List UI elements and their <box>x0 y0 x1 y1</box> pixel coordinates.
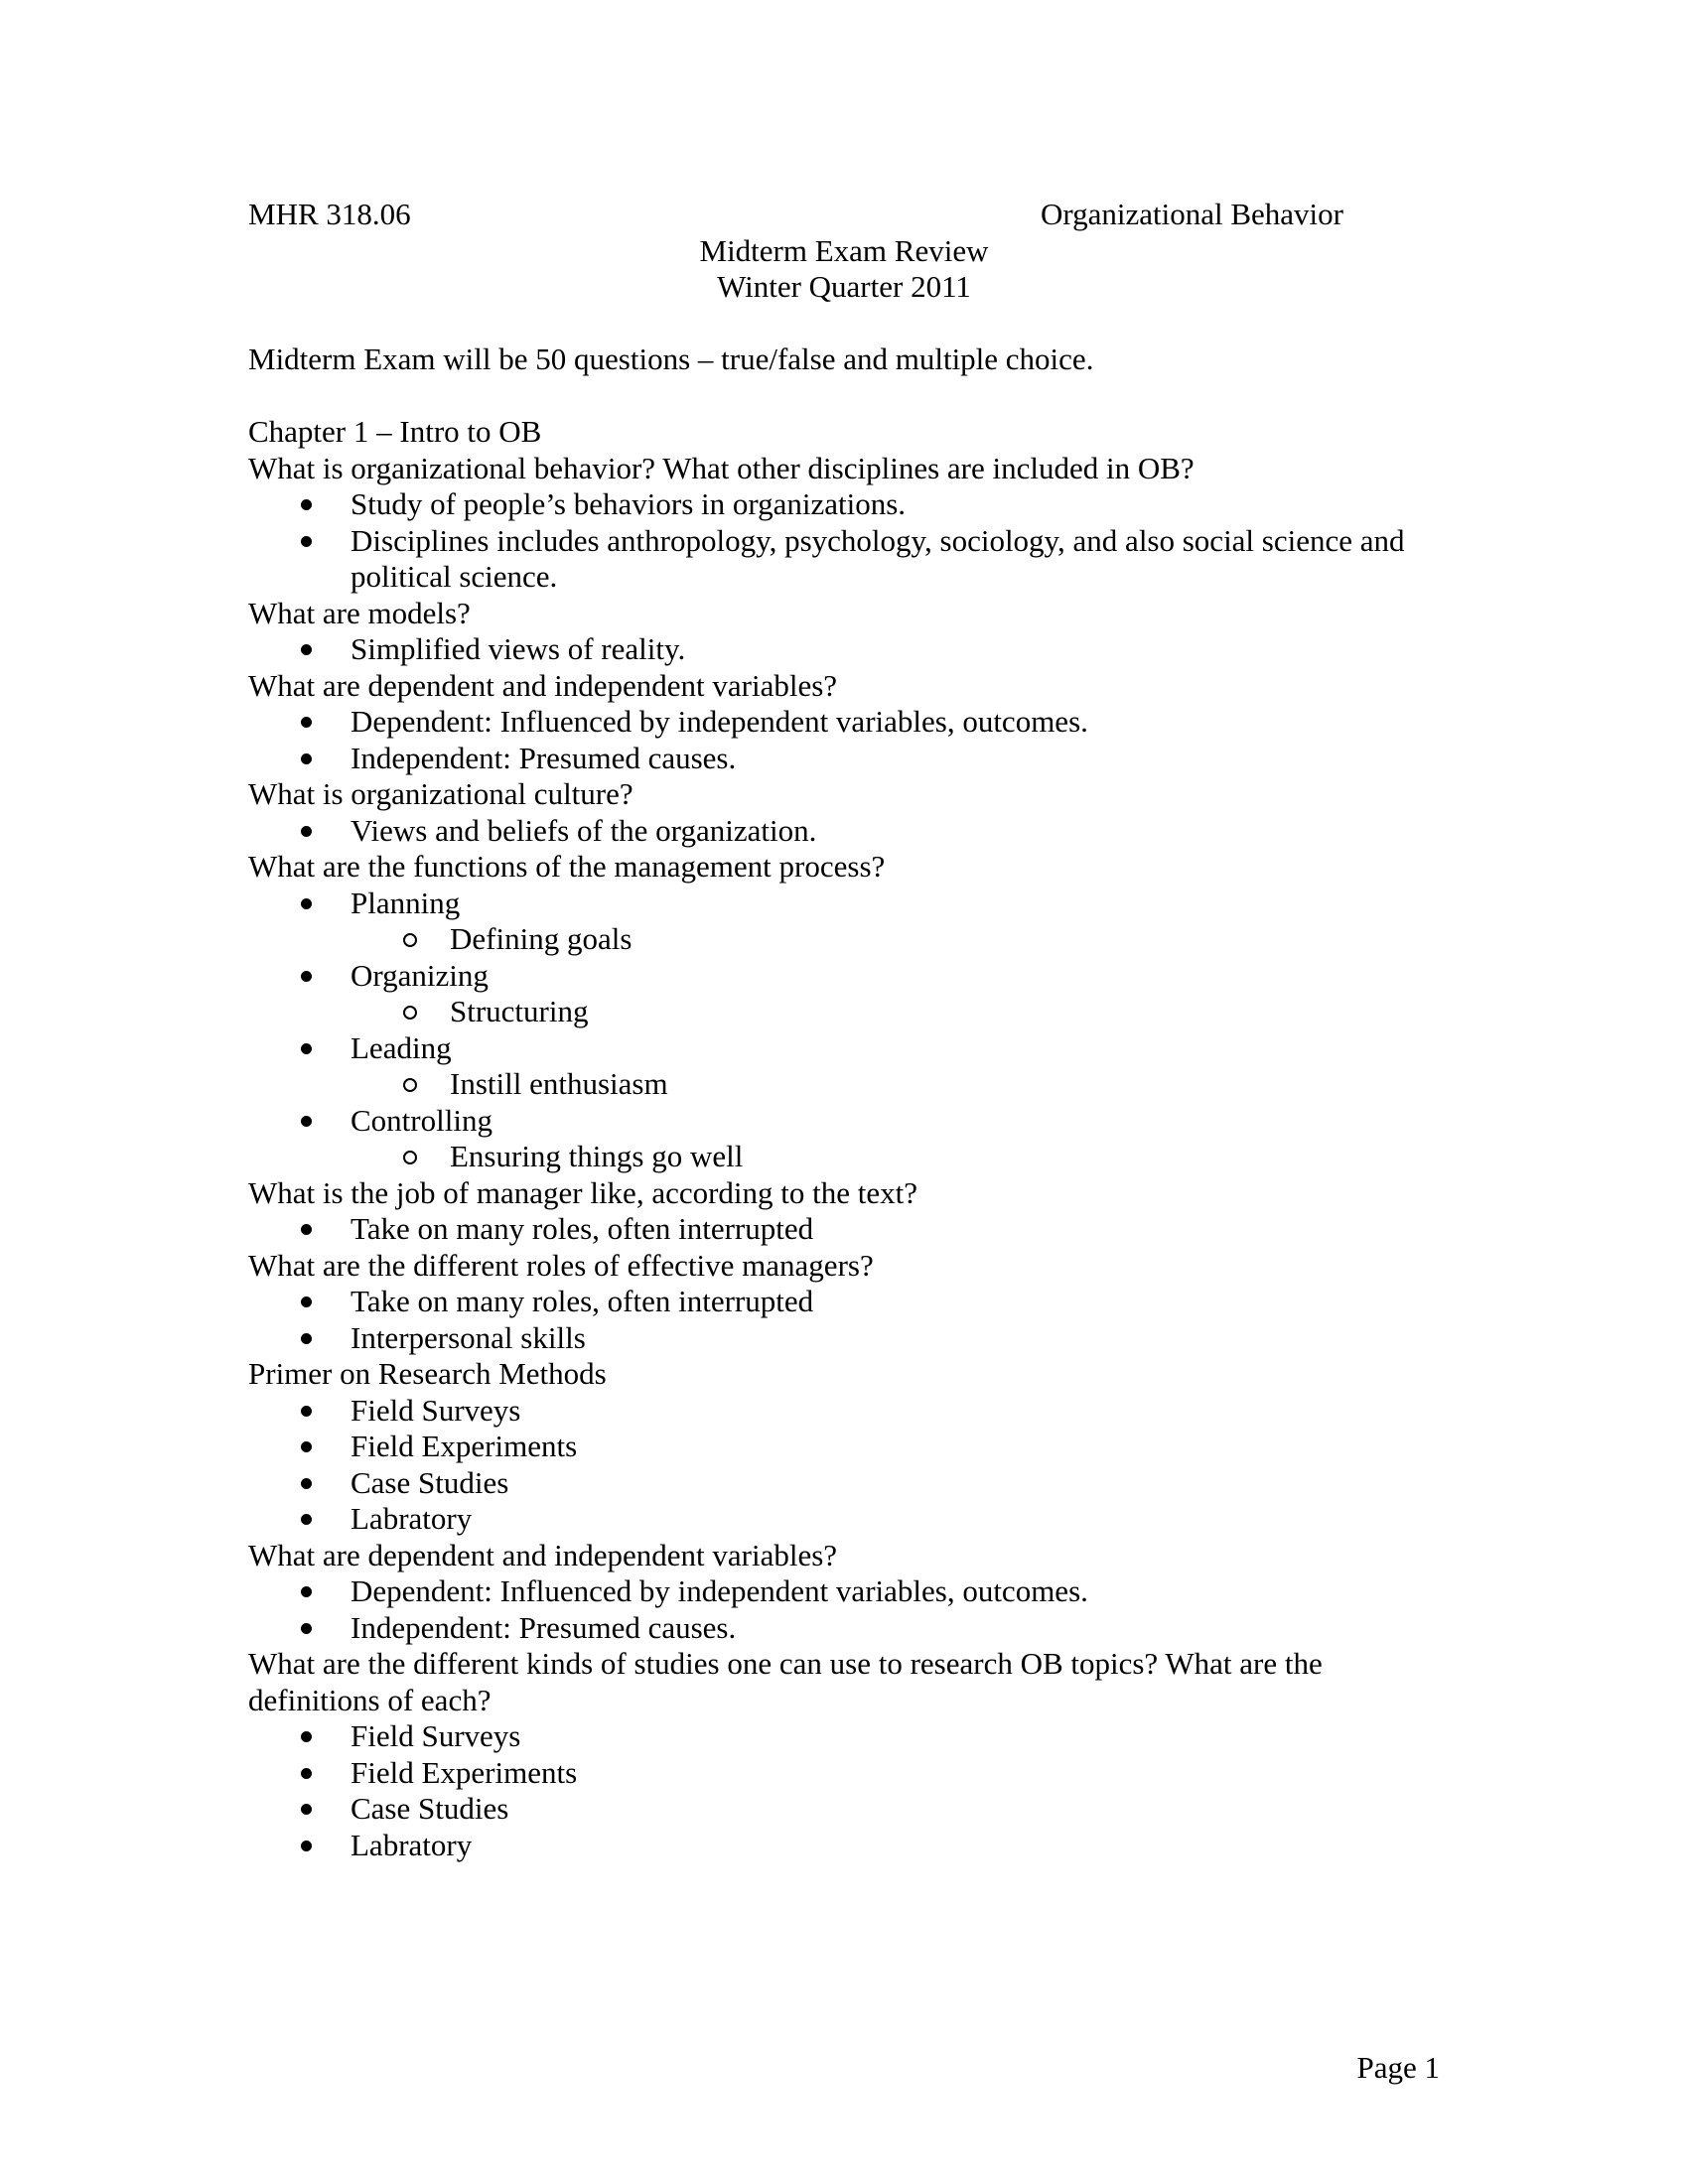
bullet-disc-icon <box>301 1478 312 1489</box>
line-text: Leading <box>351 1029 452 1065</box>
document-body <box>248 306 1440 1864</box>
line-text: What are the different roles of effective managers? <box>248 1247 874 1283</box>
bullet-disc-icon <box>301 1804 312 1815</box>
line-text: What is the job of manager like, according to the text? <box>248 1174 918 1210</box>
line-text: Ensuring things go well <box>450 1139 744 1173</box>
paragraph-line <box>248 849 1440 886</box>
bullet-disc-icon <box>301 753 312 764</box>
bullet-item <box>248 1284 1440 1320</box>
bullet-disc-icon <box>301 1441 312 1452</box>
bullet-disc-icon <box>301 1586 312 1597</box>
bullet-disc-icon <box>301 1297 312 1307</box>
paragraph-line <box>248 668 1440 705</box>
bullet-disc-icon <box>301 898 312 909</box>
line-text: Interpersonal skills <box>351 1319 586 1355</box>
paragraph-line <box>248 1646 1440 1718</box>
bullet-disc-icon <box>301 499 312 510</box>
line-text: Structuring <box>450 994 589 1028</box>
bullet-item <box>248 1501 1440 1538</box>
line-text: Planning <box>351 885 461 920</box>
bullet-disc-icon <box>301 1841 312 1851</box>
bullet-disc-icon <box>301 1768 312 1779</box>
bullet-item <box>248 523 1440 596</box>
bullet-item <box>248 1030 1440 1067</box>
document-title: Midterm Exam Review <box>699 232 989 268</box>
line-text: Field Experiments <box>351 1754 578 1790</box>
paragraph-line <box>248 596 1440 632</box>
paragraph-line <box>248 1175 1440 1212</box>
bullet-item <box>248 1828 1440 1864</box>
course-title: Organizational Behavior <box>1040 197 1343 231</box>
paragraph-line <box>248 414 1440 451</box>
bullet-disc-icon <box>301 644 312 655</box>
bullet-disc-icon <box>301 1116 312 1127</box>
line-text: Controlling <box>351 1102 492 1138</box>
bullet-disc-icon <box>301 1406 312 1417</box>
paragraph-line <box>248 1248 1440 1285</box>
line-text: Defining goals <box>450 921 633 956</box>
bullet-item <box>248 741 1440 777</box>
bullet-circle-icon <box>403 1151 417 1164</box>
line-text: Take on many roles, often interrupted <box>351 1211 814 1246</box>
bullet-item <box>248 1610 1440 1647</box>
line-text: Labratory <box>351 1501 473 1536</box>
bullet-item <box>248 1103 1440 1140</box>
sub-bullet-item <box>248 994 1440 1030</box>
line-text: What are dependent and independent variables? <box>248 667 838 703</box>
bullet-item <box>248 1573 1440 1610</box>
line-text: What is organizational behavior? What other disciplines are included in OB? <box>248 450 1195 485</box>
bullet-item <box>248 886 1440 922</box>
paragraph-line <box>248 451 1440 487</box>
bullet-circle-icon <box>403 933 417 947</box>
line-text: Case Studies <box>351 1464 509 1500</box>
line-text: Views and beliefs of the organization. <box>351 812 817 848</box>
line-text: Instill enthusiasm <box>450 1066 668 1101</box>
line-text: Independent: Presumed causes. <box>351 740 737 775</box>
line-text: Field Surveys <box>351 1392 521 1428</box>
bullet-item <box>248 1718 1440 1755</box>
line-text: Disciplines includes anthropology, psychology, sociology, and also social science and political science. <box>351 522 1405 594</box>
line-text: Simplified views of reality. <box>351 631 686 666</box>
bullet-item <box>248 1211 1440 1248</box>
bullet-item <box>248 1429 1440 1465</box>
document-content <box>248 197 1440 1863</box>
sub-bullet-item <box>248 1139 1440 1175</box>
bullet-disc-icon <box>301 536 312 547</box>
line-text: Field Experiments <box>351 1429 578 1463</box>
bullet-disc-icon <box>301 1043 312 1054</box>
line-text: Independent: Presumed causes. <box>351 1609 737 1645</box>
line-text: Case Studies <box>351 1791 509 1826</box>
bullet-item <box>248 704 1440 741</box>
sub-bullet-item <box>248 1066 1440 1103</box>
bullet-circle-icon <box>403 1078 417 1092</box>
line-text: Field Surveys <box>351 1718 521 1753</box>
bullet-item <box>248 958 1440 995</box>
line-text: What is organizational culture? <box>248 776 633 811</box>
bullet-item <box>248 1465 1440 1502</box>
bullet-disc-icon <box>301 971 312 982</box>
bullet-disc-icon <box>301 1224 312 1235</box>
bullet-item <box>248 1755 1440 1792</box>
bullet-disc-icon <box>301 717 312 728</box>
bullet-disc-icon <box>301 1333 312 1344</box>
sub-bullet-item <box>248 921 1440 958</box>
line-text: Organizing <box>351 957 489 993</box>
line-text: What are the functions of the management process? <box>248 849 886 884</box>
line-text: Dependent: Influenced by independent variables, outcomes. <box>351 1573 1088 1608</box>
document-subtitle: Winter Quarter 2011 <box>717 269 971 304</box>
bullet-circle-icon <box>403 1006 417 1020</box>
paragraph-line <box>248 341 1440 378</box>
bullet-item <box>248 486 1440 523</box>
course-code: MHR 318.06 <box>248 197 411 231</box>
bullet-disc-icon <box>301 1514 312 1525</box>
bullet-item <box>248 631 1440 668</box>
line-text: Study of people’s behaviors in organizations. <box>351 486 907 521</box>
document-header-row <box>248 197 1440 233</box>
bullet-item <box>248 1791 1440 1828</box>
bullet-disc-icon <box>301 1731 312 1742</box>
page-number: Page 1 <box>1356 2050 1440 2085</box>
blank-line <box>248 378 1440 415</box>
line-text: Labratory <box>351 1827 473 1862</box>
paragraph-line <box>248 1356 1440 1393</box>
paragraph-line <box>248 776 1440 813</box>
line-text: Dependent: Influenced by independent variables, outcomes. <box>351 704 1088 739</box>
bullet-disc-icon <box>301 826 312 837</box>
paragraph-line <box>248 1538 1440 1574</box>
bullet-item <box>248 813 1440 850</box>
line-text: Take on many roles, often interrupted <box>351 1284 814 1318</box>
bullet-disc-icon <box>301 1623 312 1634</box>
bullet-item <box>248 1393 1440 1430</box>
line-text: What are dependent and independent variables? <box>248 1537 838 1572</box>
line-text: Midterm Exam will be 50 questions – true/false and multiple choice. <box>248 341 1094 376</box>
line-text: Primer on Research Methods <box>248 1356 607 1391</box>
line-text: What are models? <box>248 595 471 630</box>
bullet-item <box>248 1320 1440 1357</box>
blank-line <box>248 306 1440 342</box>
line-text: What are the different kinds of studies one can use to research OB topics? What are the definitions of each? <box>248 1646 1323 1717</box>
line-text: Chapter 1 – Intro to OB <box>248 414 542 449</box>
